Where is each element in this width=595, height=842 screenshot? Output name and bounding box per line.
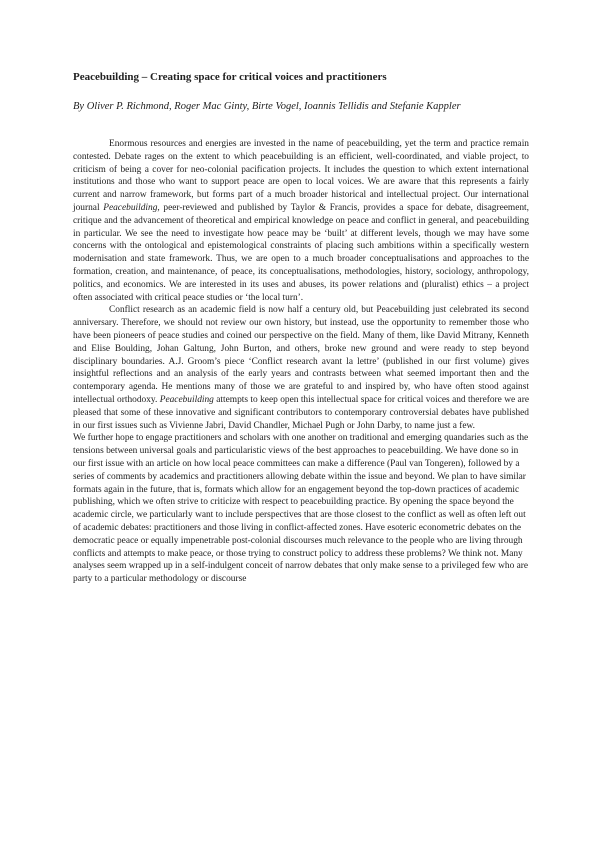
body-paragraph-1 bbox=[73, 138, 529, 304]
journal-name-italic: Peacebuilding bbox=[159, 394, 214, 405]
paragraph-text: , peer-reviewed and published by Taylor & Francis, provides a space for debate, disagreement, critique and the advancement of theoretical and empirical knowledge on peace and conflict in general, and peacebuilding in particular. We see the need to investigate how peace may be ‘built’ at different levels, though we may have some concerns with the ontological and epistemological constraints of placing such ambitions within a specifically western modernisation and state framework. Thus, we are open to a much broader conceptualisations and approaches to the formation, creation, and maintenance, of peace, its conceptualisations, methodologies, history, sociology, anthropology, politics, and economics. We are interested in its uses and abuses, its power relations and (pluralist) ethics – a project often associated with critical peace studies or ‘the local turn’. bbox=[73, 202, 529, 303]
paragraph-text: Enormous resources and energies are invested in the name of peacebuilding, yet the term and practice remain contested. Debate rages on the extent to which peacebuilding is an efficient, well-coordinated, and viable project, to criticism of being a cover for neo-colonial pacification projects. It includes the question to which extent international institutions and those who want to support peace are open to local voices. We are aware that this represents a fairly current and narrow framework, but forms part of a much broader historical and intellectual project. Our international journal bbox=[73, 139, 529, 213]
body-paragraph-3: We further hope to engage practitioners and scholars with one another on traditional and emerging quandaries such as the tensions between universal goals and particularistic views of the best approaches to peacebuilding. We have done so in our first issue with an article on how local peace committees can make a difference (Paul van Tongeren), followed by a series of comments by academics and practitioners allowing debate within the issue and beyond. We plan to have similar formats again in the future, that is, formats which allow for an engagement beyond the top-down practices of academic publishing, which we often strive to criticize with respect to peacebuilding practice. By opening the space beyond the academic circle, we particularly want to include perspectives that are those closest to the conflict as well as often left out of academic debates: practitioners and those living in conflict-affected zones. Have esoteric econometric debates on the democratic peace or equally impenetrable post-colonial discourses much relevance to the people who are living through conflicts and attempts to make peace, or those trying to construct policy to address these problems? We think not. Many analyses seem wrapped up in a self-indulgent conceit of narrow debates that only make sense to a privileged few who are party to a particular methodology or discourse bbox=[73, 433, 529, 585]
journal-name-italic: Peacebuilding bbox=[103, 202, 158, 213]
paragraph-text: Conflict research as an academic field is now half a century old, but Peacebuilding just celebrated its second anniversary. Therefore, we should not review our own history, but instead, use the opportunity to remember those who have been pioneers of peace studies and coined our perspective on the field. Many of them, like David Mitrany, Kenneth and Elise Boulding, Johan Galtung, John Burton, and others, broke new ground and were ready to step beyond disciplinary boundaries. A.J. Groom’s piece ‘Conflict research avant la lettre’ (published in our first volume) gives insightful reflections and an analysis of the early years and contrasts between what seemed important then and the contemporary agenda. He mentions many of those we are grateful to and inspired by, who have often stood against intellectual orthodoxy. bbox=[73, 305, 529, 405]
page-title: Peacebuilding – Creating space for critical voices and practitioners bbox=[73, 71, 387, 83]
body-paragraph-2 bbox=[73, 304, 529, 432]
paragraph-text: attempts to keep open this intellectual space for critical voices and therefore we are pleased that some of these innovative and significant contributors to contemporary controversial debates have published in our first issues such as Vivienne Jabri, David Chandler, Michael Pugh or John Darby, to name just a few. bbox=[73, 394, 530, 431]
author-byline: By Oliver P. Richmond, Roger Mac Ginty, Birte Vogel, Ioannis Tellidis and Stefanie Kappler bbox=[73, 101, 461, 112]
